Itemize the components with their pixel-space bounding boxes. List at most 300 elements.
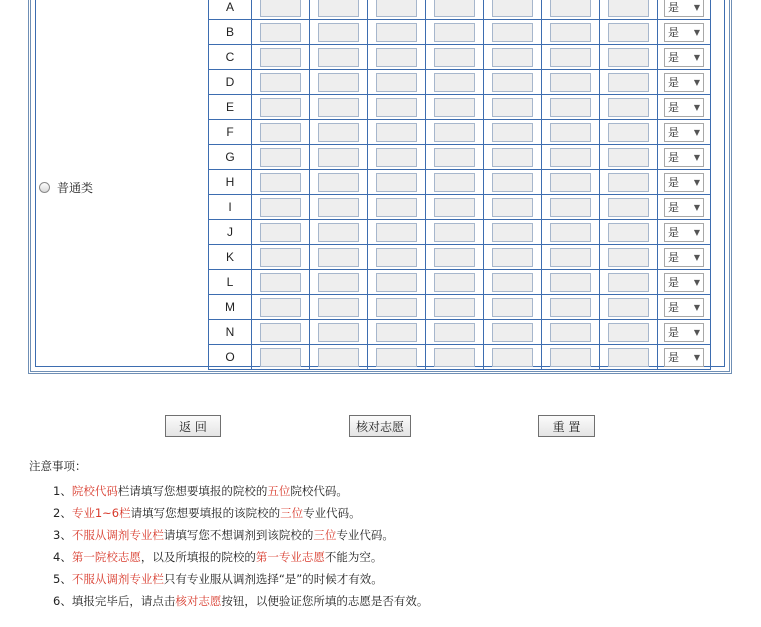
input-cell bbox=[368, 0, 426, 20]
major-code-input[interactable] bbox=[550, 323, 591, 342]
major-code-input[interactable] bbox=[492, 0, 533, 17]
select-cell bbox=[658, 345, 711, 370]
input-cell bbox=[426, 195, 484, 220]
input-cell bbox=[368, 195, 426, 220]
major-code-input[interactable] bbox=[318, 123, 359, 142]
adjust-select[interactable] bbox=[664, 273, 704, 292]
input-cell bbox=[368, 345, 426, 370]
choice-table bbox=[208, 0, 711, 370]
major-code-input[interactable] bbox=[434, 323, 475, 342]
major-code-input[interactable] bbox=[492, 198, 533, 217]
input-cell bbox=[600, 95, 658, 120]
school-code-input[interactable] bbox=[260, 0, 301, 17]
adjust-select[interactable] bbox=[664, 123, 704, 142]
major-code-input[interactable] bbox=[376, 323, 417, 342]
adjust-select[interactable] bbox=[664, 223, 704, 242]
note-text: 5、 bbox=[53, 572, 72, 586]
major-code-input[interactable] bbox=[550, 273, 591, 292]
major-code-input[interactable] bbox=[376, 248, 417, 267]
select-cell bbox=[658, 220, 711, 245]
note-text: 只有专业服从调剂选择“是”的时候才有效。 bbox=[163, 572, 383, 586]
table-row bbox=[209, 170, 711, 195]
input-cell bbox=[542, 120, 600, 145]
note-highlight: 三位 bbox=[313, 528, 337, 542]
major-code-input[interactable] bbox=[318, 323, 359, 342]
table-row bbox=[209, 345, 711, 370]
input-cell bbox=[426, 295, 484, 320]
major-code-input[interactable] bbox=[492, 73, 533, 92]
adjust-select[interactable] bbox=[664, 298, 704, 317]
adjust-select-value: 是 bbox=[668, 276, 679, 289]
input-cell bbox=[484, 295, 542, 320]
table-row bbox=[209, 220, 711, 245]
input-cell bbox=[252, 0, 310, 20]
input-cell bbox=[600, 220, 658, 245]
input-cell bbox=[310, 95, 368, 120]
row-letter: K bbox=[209, 245, 252, 270]
input-cell bbox=[484, 0, 542, 20]
category-option[interactable] bbox=[39, 179, 93, 196]
input-cell bbox=[252, 70, 310, 95]
note-highlight: 不服从调剂专业栏 bbox=[71, 572, 164, 586]
note-text: 请填写您想要填报的该院校的 bbox=[130, 506, 281, 520]
note-item bbox=[53, 480, 428, 502]
input-cell bbox=[368, 70, 426, 95]
adjust-select[interactable] bbox=[664, 173, 704, 192]
major-code-input[interactable] bbox=[608, 0, 649, 17]
major-code-input[interactable] bbox=[376, 348, 417, 367]
major-code-input[interactable] bbox=[318, 348, 359, 367]
input-cell bbox=[310, 195, 368, 220]
row-letter: F bbox=[209, 120, 252, 145]
major-code-input[interactable] bbox=[434, 148, 475, 167]
major-code-input[interactable] bbox=[608, 98, 649, 117]
input-cell bbox=[426, 120, 484, 145]
table-row bbox=[209, 45, 711, 70]
input-cell bbox=[542, 70, 600, 95]
input-cell bbox=[368, 220, 426, 245]
note-highlight: 第一院校志愿 bbox=[71, 550, 141, 564]
input-cell bbox=[310, 220, 368, 245]
major-code-input[interactable] bbox=[318, 223, 359, 242]
adjust-select-value: 是 bbox=[668, 1, 679, 14]
major-code-input[interactable] bbox=[492, 223, 533, 242]
input-cell bbox=[426, 0, 484, 20]
major-code-input[interactable] bbox=[318, 173, 359, 192]
major-code-input[interactable] bbox=[608, 148, 649, 167]
major-code-input[interactable] bbox=[550, 173, 591, 192]
input-cell bbox=[484, 195, 542, 220]
major-code-input[interactable] bbox=[492, 48, 533, 67]
input-cell bbox=[252, 95, 310, 120]
table-row bbox=[209, 145, 711, 170]
major-code-input[interactable] bbox=[550, 123, 591, 142]
input-cell bbox=[252, 320, 310, 345]
note-highlight: 核对志愿 bbox=[175, 594, 222, 608]
chevron-down-icon: ▼ bbox=[693, 177, 700, 187]
major-code-input[interactable] bbox=[550, 223, 591, 242]
school-code-input[interactable] bbox=[260, 273, 301, 292]
adjust-select-value: 是 bbox=[668, 26, 679, 39]
select-cell bbox=[658, 245, 711, 270]
chevron-down-icon: ▼ bbox=[693, 52, 700, 62]
chevron-down-icon: ▼ bbox=[693, 277, 700, 287]
major-code-input[interactable] bbox=[318, 198, 359, 217]
note-text: 栏请填写您想要填报的院校的 bbox=[117, 484, 268, 498]
note-highlight: 不服从调剂专业栏 bbox=[71, 528, 164, 542]
input-cell bbox=[484, 120, 542, 145]
input-cell bbox=[484, 245, 542, 270]
input-cell bbox=[600, 270, 658, 295]
input-cell bbox=[426, 245, 484, 270]
table-row bbox=[209, 20, 711, 45]
input-cell bbox=[600, 120, 658, 145]
row-letter: G bbox=[209, 145, 252, 170]
row-letter: I bbox=[209, 195, 252, 220]
input-cell bbox=[368, 45, 426, 70]
table-row bbox=[209, 295, 711, 320]
major-code-input[interactable] bbox=[434, 223, 475, 242]
adjust-select[interactable] bbox=[664, 98, 704, 117]
form-frame bbox=[28, 0, 732, 374]
adjust-select[interactable] bbox=[664, 48, 704, 67]
select-cell bbox=[658, 270, 711, 295]
input-cell bbox=[542, 270, 600, 295]
adjust-select-value: 是 bbox=[668, 301, 679, 314]
major-code-input[interactable] bbox=[376, 298, 417, 317]
row-letter: H bbox=[209, 170, 252, 195]
note-text: ，以及所填报的院校的 bbox=[140, 550, 256, 564]
major-code-input[interactable] bbox=[376, 23, 417, 42]
input-cell bbox=[484, 220, 542, 245]
major-code-input[interactable] bbox=[550, 0, 591, 17]
chevron-down-icon: ▼ bbox=[693, 102, 700, 112]
input-cell bbox=[310, 145, 368, 170]
row-letter: M bbox=[209, 295, 252, 320]
major-code-input[interactable] bbox=[608, 323, 649, 342]
adjust-select-value: 是 bbox=[668, 151, 679, 164]
major-code-input[interactable] bbox=[318, 148, 359, 167]
major-code-input[interactable] bbox=[608, 173, 649, 192]
school-code-input[interactable] bbox=[260, 23, 301, 42]
major-code-input[interactable] bbox=[318, 0, 359, 17]
row-letter: C bbox=[209, 45, 252, 70]
major-code-input[interactable] bbox=[492, 98, 533, 117]
table-row bbox=[209, 95, 711, 120]
input-cell bbox=[542, 95, 600, 120]
major-code-input[interactable] bbox=[434, 23, 475, 42]
table-row bbox=[209, 245, 711, 270]
input-cell bbox=[368, 320, 426, 345]
major-code-input[interactable] bbox=[492, 148, 533, 167]
note-text: 3、 bbox=[53, 528, 72, 542]
row-letter: D bbox=[209, 70, 252, 95]
major-code-input[interactable] bbox=[608, 223, 649, 242]
chevron-down-icon: ▼ bbox=[693, 302, 700, 312]
chevron-down-icon: ▼ bbox=[693, 2, 700, 12]
input-cell bbox=[252, 20, 310, 45]
note-text: 专业代码。 bbox=[336, 528, 394, 542]
input-cell bbox=[600, 195, 658, 220]
input-cell bbox=[600, 245, 658, 270]
major-code-input[interactable] bbox=[608, 248, 649, 267]
major-code-input[interactable] bbox=[550, 198, 591, 217]
major-code-input[interactable] bbox=[608, 273, 649, 292]
input-cell bbox=[542, 170, 600, 195]
major-code-input[interactable] bbox=[492, 273, 533, 292]
input-cell bbox=[310, 295, 368, 320]
input-cell bbox=[426, 220, 484, 245]
school-code-input[interactable] bbox=[260, 173, 301, 192]
major-code-input[interactable] bbox=[376, 0, 417, 17]
select-cell bbox=[658, 170, 711, 195]
note-highlight: 三位 bbox=[280, 506, 304, 520]
select-cell bbox=[658, 45, 711, 70]
major-code-input[interactable] bbox=[550, 98, 591, 117]
input-cell bbox=[252, 195, 310, 220]
major-code-input[interactable] bbox=[492, 173, 533, 192]
input-cell bbox=[542, 220, 600, 245]
notes-title: 注意事项： bbox=[29, 459, 87, 473]
school-code-input[interactable] bbox=[260, 48, 301, 67]
chevron-down-icon: ▼ bbox=[693, 227, 700, 237]
school-code-input[interactable] bbox=[260, 298, 301, 317]
major-code-input[interactable] bbox=[318, 98, 359, 117]
note-text: 不能为空。 bbox=[324, 550, 383, 564]
major-code-input[interactable] bbox=[492, 123, 533, 142]
input-cell bbox=[600, 70, 658, 95]
input-cell bbox=[310, 245, 368, 270]
major-code-input[interactable] bbox=[492, 298, 533, 317]
school-code-input[interactable] bbox=[260, 323, 301, 342]
input-cell bbox=[542, 0, 600, 20]
adjust-select[interactable] bbox=[664, 148, 704, 167]
input-cell bbox=[600, 295, 658, 320]
major-code-input[interactable] bbox=[550, 73, 591, 92]
input-cell bbox=[368, 170, 426, 195]
notes-section bbox=[29, 458, 428, 612]
notes-list bbox=[29, 480, 428, 612]
school-code-input[interactable] bbox=[260, 98, 301, 117]
major-code-input[interactable] bbox=[492, 248, 533, 267]
major-code-input[interactable] bbox=[434, 48, 475, 67]
input-cell bbox=[600, 145, 658, 170]
major-code-input[interactable] bbox=[318, 73, 359, 92]
input-cell bbox=[310, 70, 368, 95]
note-text: 专业代码。 bbox=[303, 506, 361, 520]
major-code-input[interactable] bbox=[318, 273, 359, 292]
adjust-select-value: 是 bbox=[668, 251, 679, 264]
input-cell bbox=[426, 345, 484, 370]
major-code-input[interactable] bbox=[434, 273, 475, 292]
major-code-input[interactable] bbox=[318, 48, 359, 67]
major-code-input[interactable] bbox=[608, 73, 649, 92]
note-highlight: 院校代码 bbox=[71, 484, 118, 498]
major-code-input[interactable] bbox=[434, 73, 475, 92]
note-highlight: 专业1~6栏 bbox=[71, 506, 131, 520]
input-cell bbox=[310, 45, 368, 70]
input-cell bbox=[484, 320, 542, 345]
school-code-input[interactable] bbox=[260, 73, 301, 92]
chevron-down-icon: ▼ bbox=[693, 252, 700, 262]
input-cell bbox=[368, 270, 426, 295]
input-cell bbox=[542, 295, 600, 320]
category-label: 普通类 bbox=[57, 181, 94, 195]
input-cell bbox=[252, 45, 310, 70]
adjust-select[interactable] bbox=[664, 323, 704, 342]
input-cell bbox=[542, 145, 600, 170]
verify-button[interactable]: 核对志愿 bbox=[349, 415, 411, 437]
select-cell bbox=[658, 70, 711, 95]
input-cell bbox=[252, 220, 310, 245]
major-code-input[interactable] bbox=[608, 348, 649, 367]
row-letter: N bbox=[209, 320, 252, 345]
input-cell bbox=[484, 145, 542, 170]
select-cell bbox=[658, 95, 711, 120]
input-cell bbox=[484, 45, 542, 70]
select-cell bbox=[658, 320, 711, 345]
chevron-down-icon: ▼ bbox=[693, 152, 700, 162]
input-cell bbox=[252, 270, 310, 295]
major-code-input[interactable] bbox=[376, 273, 417, 292]
input-cell bbox=[252, 145, 310, 170]
input-cell bbox=[252, 345, 310, 370]
school-code-input[interactable] bbox=[260, 348, 301, 367]
input-cell bbox=[368, 20, 426, 45]
input-cell bbox=[484, 95, 542, 120]
adjust-select[interactable] bbox=[664, 348, 704, 367]
major-code-input[interactable] bbox=[376, 48, 417, 67]
input-cell bbox=[252, 295, 310, 320]
major-code-input[interactable] bbox=[608, 198, 649, 217]
input-cell bbox=[426, 170, 484, 195]
input-cell bbox=[426, 270, 484, 295]
adjust-select-value: 是 bbox=[668, 51, 679, 64]
major-code-input[interactable] bbox=[550, 148, 591, 167]
input-cell bbox=[252, 120, 310, 145]
note-item bbox=[53, 546, 428, 568]
major-code-input[interactable] bbox=[318, 298, 359, 317]
major-code-input[interactable] bbox=[492, 323, 533, 342]
major-code-input[interactable] bbox=[492, 23, 533, 42]
category-radio[interactable] bbox=[39, 182, 50, 193]
major-code-input[interactable] bbox=[376, 98, 417, 117]
adjust-select[interactable] bbox=[664, 248, 704, 267]
major-code-input[interactable] bbox=[608, 48, 649, 67]
input-cell bbox=[310, 320, 368, 345]
major-code-input[interactable] bbox=[434, 198, 475, 217]
school-code-input[interactable] bbox=[260, 123, 301, 142]
input-cell bbox=[484, 70, 542, 95]
table-row bbox=[209, 270, 711, 295]
adjust-select[interactable] bbox=[664, 23, 704, 42]
input-cell bbox=[310, 0, 368, 20]
major-code-input[interactable] bbox=[608, 123, 649, 142]
major-code-input[interactable] bbox=[434, 173, 475, 192]
input-cell bbox=[542, 45, 600, 70]
major-code-input[interactable] bbox=[434, 348, 475, 367]
row-letter: E bbox=[209, 95, 252, 120]
input-cell bbox=[542, 20, 600, 45]
major-code-input[interactable] bbox=[318, 248, 359, 267]
major-code-input[interactable] bbox=[434, 98, 475, 117]
note-text: 6、填报完毕后，请点击 bbox=[53, 594, 176, 608]
major-code-input[interactable] bbox=[434, 0, 475, 17]
input-cell bbox=[252, 170, 310, 195]
input-cell bbox=[368, 295, 426, 320]
major-code-input[interactable] bbox=[318, 23, 359, 42]
input-cell bbox=[542, 245, 600, 270]
input-cell bbox=[368, 120, 426, 145]
input-cell bbox=[310, 20, 368, 45]
major-code-input[interactable] bbox=[376, 73, 417, 92]
school-code-input[interactable] bbox=[260, 248, 301, 267]
major-code-input[interactable] bbox=[434, 298, 475, 317]
major-code-input[interactable] bbox=[376, 123, 417, 142]
major-code-input[interactable] bbox=[608, 23, 649, 42]
row-letter: L bbox=[209, 270, 252, 295]
input-cell bbox=[600, 45, 658, 70]
major-code-input[interactable] bbox=[550, 23, 591, 42]
input-cell bbox=[600, 0, 658, 20]
major-code-input[interactable] bbox=[376, 223, 417, 242]
row-letter: A bbox=[209, 0, 252, 20]
school-code-input[interactable] bbox=[260, 148, 301, 167]
input-cell bbox=[368, 145, 426, 170]
input-cell bbox=[252, 245, 310, 270]
input-cell bbox=[426, 20, 484, 45]
adjust-select[interactable] bbox=[664, 73, 704, 92]
note-text: 按钮，以便验证您所填的志愿是否有效。 bbox=[221, 594, 429, 608]
major-code-input[interactable] bbox=[492, 348, 533, 367]
input-cell bbox=[310, 170, 368, 195]
back-button[interactable]: 返 回 bbox=[165, 415, 221, 437]
note-item bbox=[53, 590, 428, 612]
chevron-down-icon: ▼ bbox=[693, 327, 700, 337]
major-code-input[interactable] bbox=[550, 298, 591, 317]
major-code-input[interactable] bbox=[434, 248, 475, 267]
row-letter: B bbox=[209, 20, 252, 45]
input-cell bbox=[542, 195, 600, 220]
chevron-down-icon: ▼ bbox=[693, 27, 700, 37]
input-cell bbox=[426, 95, 484, 120]
table-row bbox=[209, 195, 711, 220]
major-code-input[interactable] bbox=[376, 148, 417, 167]
major-code-input[interactable] bbox=[550, 348, 591, 367]
major-code-input[interactable] bbox=[550, 248, 591, 267]
chevron-down-icon: ▼ bbox=[693, 202, 700, 212]
adjust-select[interactable] bbox=[664, 198, 704, 217]
input-cell bbox=[310, 120, 368, 145]
input-cell bbox=[426, 320, 484, 345]
major-code-input[interactable] bbox=[608, 298, 649, 317]
adjust-select[interactable] bbox=[664, 0, 704, 17]
major-code-input[interactable] bbox=[376, 173, 417, 192]
major-code-input[interactable] bbox=[550, 48, 591, 67]
adjust-select-value: 是 bbox=[668, 326, 679, 339]
select-cell bbox=[658, 145, 711, 170]
table-row bbox=[209, 120, 711, 145]
reset-button[interactable]: 重 置 bbox=[538, 415, 595, 437]
input-cell bbox=[368, 95, 426, 120]
adjust-select-value: 是 bbox=[668, 101, 679, 114]
school-code-input[interactable] bbox=[260, 223, 301, 242]
select-cell bbox=[658, 295, 711, 320]
school-code-input[interactable] bbox=[260, 198, 301, 217]
major-code-input[interactable] bbox=[376, 198, 417, 217]
input-cell bbox=[310, 345, 368, 370]
major-code-input[interactable] bbox=[434, 123, 475, 142]
